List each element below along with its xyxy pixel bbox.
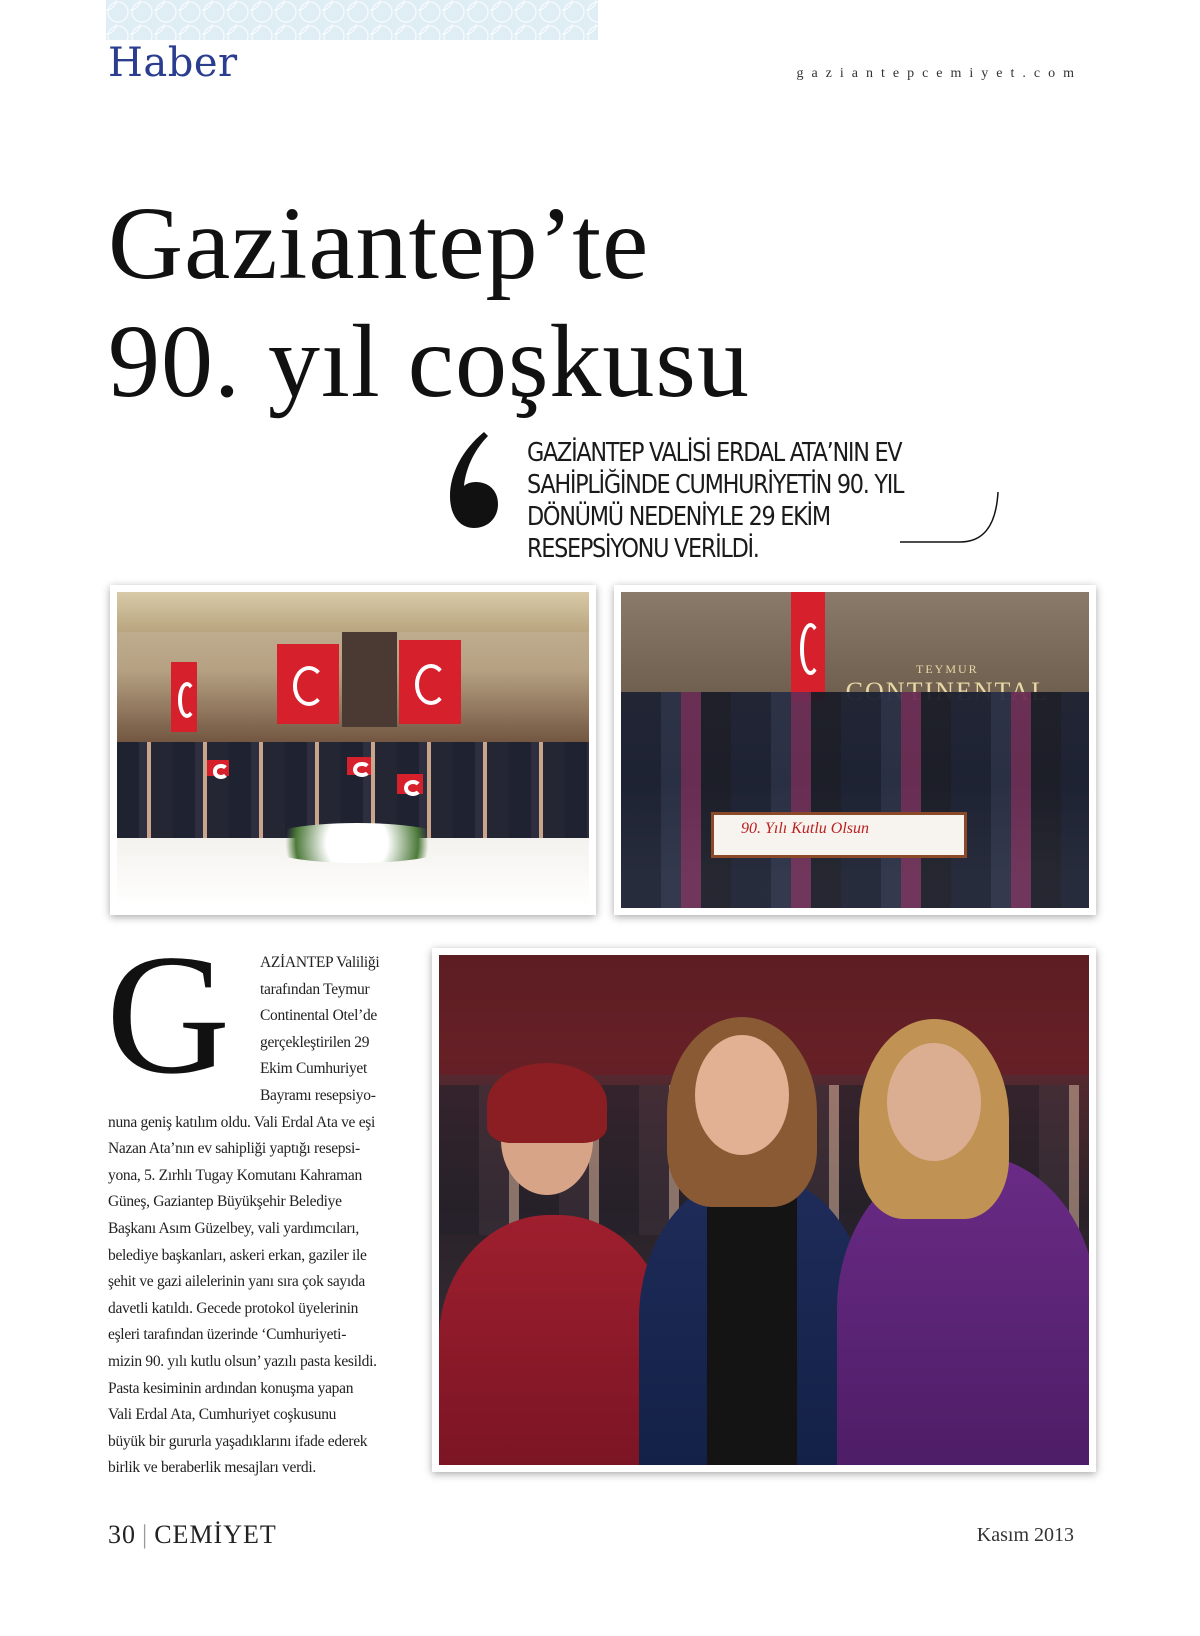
people-shape bbox=[621, 692, 1089, 908]
quote-mark-icon bbox=[444, 430, 500, 530]
body-line: şehit ve gazi ailelerinin yanı sıra çok sayıda bbox=[108, 1273, 365, 1291]
body-line: eşleri tarafından üzerinde ‘Cumhuriyeti- bbox=[108, 1326, 347, 1344]
section-label: Haber bbox=[108, 40, 238, 86]
body-line: Nazan Ata’nın ev sahipliği yaptığı resepsi- bbox=[108, 1140, 360, 1158]
body-line: Güneş, Gaziantep Büyükşehir Belediye bbox=[108, 1193, 342, 1211]
footer-left bbox=[108, 1520, 277, 1550]
body-line: belediye başkanları, askeri erkan, gaziler ile bbox=[108, 1246, 367, 1264]
body-line: tarafından Teymur bbox=[260, 980, 370, 998]
flowers bbox=[257, 823, 457, 863]
flag-shape bbox=[207, 760, 229, 776]
body-line: birlik ve beraberlik mesajları verdi. bbox=[108, 1459, 316, 1477]
flag-shape bbox=[399, 640, 461, 724]
blouse-center bbox=[707, 1175, 797, 1465]
body-line: davetli katıldı. Gecede protokol üyelerinin bbox=[108, 1299, 359, 1317]
woman-left bbox=[439, 1215, 669, 1465]
title-line-2: 90. yıl coşkusu bbox=[108, 304, 750, 419]
portrait-shape bbox=[342, 632, 397, 727]
body-line: büyük bir gururla yaşadıklarını ifade ederek bbox=[108, 1432, 368, 1450]
article-body bbox=[108, 950, 408, 1482]
cake-text: 90. Yılı Kutlu Olsun bbox=[741, 820, 870, 837]
photo-banquet-hall[interactable] bbox=[110, 585, 596, 915]
hotel-sign-small: TEYMUR bbox=[916, 662, 979, 676]
body-line: Vali Erdal Ata, Cumhuriyet coşkusunu bbox=[108, 1406, 337, 1424]
flag-shape bbox=[397, 774, 423, 794]
flag-shape bbox=[171, 662, 197, 732]
body-line: Bayramı resepsiyo- bbox=[260, 1086, 376, 1104]
footer-separator: | bbox=[142, 1520, 149, 1549]
issue-date: Kasım 2013 bbox=[976, 1524, 1074, 1546]
flag-shape bbox=[347, 757, 371, 775]
flag-shape bbox=[791, 592, 825, 702]
body-line: mizin 90. yılı kutlu olsun’ yazılı pasta kesildi. bbox=[108, 1352, 377, 1370]
body-line: yona, 5. Zırhlı Tugay Komutanı Kahraman bbox=[108, 1166, 362, 1184]
magazine-name: CEMİYET bbox=[154, 1520, 277, 1549]
hair-left bbox=[487, 1063, 607, 1143]
site-url[interactable]: gaziantepcemiyet.com bbox=[796, 66, 1082, 81]
title-line-1: Gaziantep’te bbox=[108, 186, 650, 301]
photo-banquet-image bbox=[117, 592, 589, 908]
body-line: Pasta kesiminin ardından konuşma yapan bbox=[108, 1379, 354, 1397]
head-right bbox=[887, 1043, 981, 1161]
ceiling bbox=[117, 592, 589, 632]
body-line: Continental Otel’de bbox=[260, 1007, 377, 1025]
body-line: nuna geniş katılım oldu. Vali Erdal Ata ve eşi bbox=[108, 1113, 376, 1131]
body-line: gerçekleştirilen 29 bbox=[260, 1033, 370, 1051]
article-subtitle: GAZİANTEP VALİSİ ERDAL ATA’NIN EV SAHİPLİĞİNDE CUMHURİYETİN 90. YIL DÖNÜMÜ NEDENİYLE 29 EKİM RESEPSİYONU VERİLDİ. bbox=[527, 438, 904, 564]
header-pattern bbox=[106, 0, 598, 40]
head-center bbox=[695, 1035, 789, 1155]
flag-shape bbox=[277, 644, 339, 724]
body-line: Ekim Cumhuriyet bbox=[260, 1060, 368, 1078]
photo-cake-image bbox=[621, 592, 1089, 908]
page-number: 30 bbox=[108, 1520, 136, 1549]
body-line: AZİANTEP Valiliği bbox=[260, 954, 380, 971]
article-title bbox=[108, 185, 1008, 421]
drop-cap: G bbox=[106, 920, 231, 1110]
body-line: Başkanı Asım Güzelbey, vali yardımcıları, bbox=[108, 1219, 359, 1237]
photo-women-image bbox=[439, 955, 1089, 1465]
photo-three-women[interactable] bbox=[432, 948, 1096, 1472]
photo-cake-cutting[interactable] bbox=[614, 585, 1096, 915]
quote-line-decoration bbox=[900, 490, 1000, 545]
